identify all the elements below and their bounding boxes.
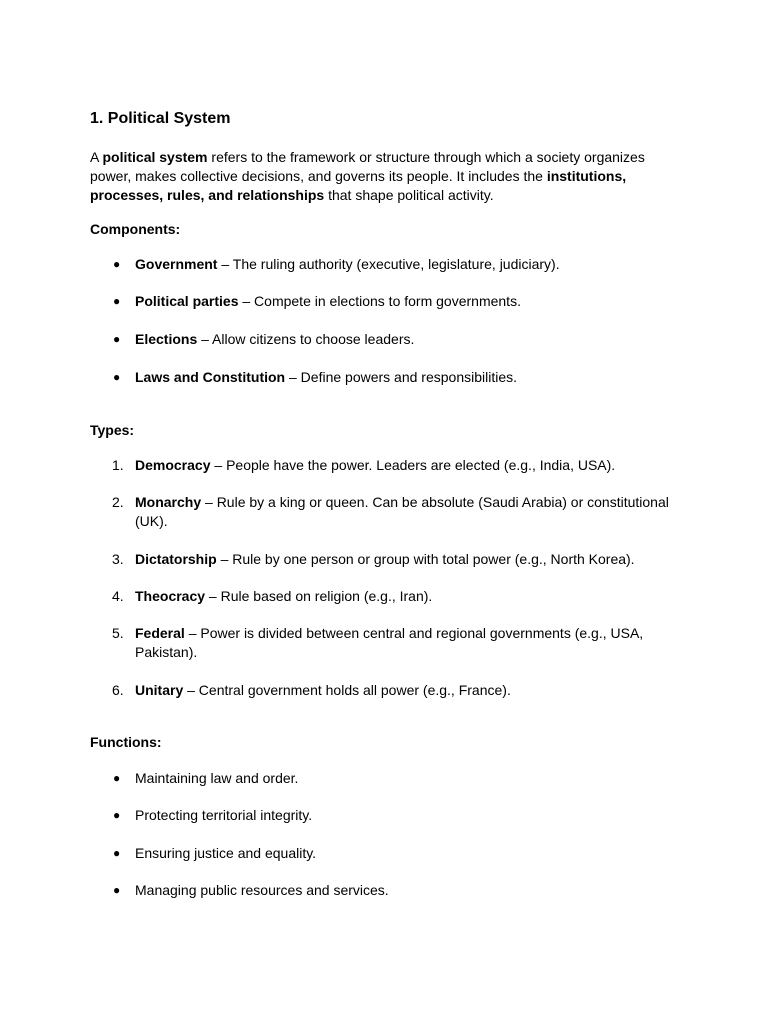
component-term: Elections: [135, 331, 198, 347]
intro-paragraph: [90, 148, 650, 205]
list-number: 1.: [112, 457, 124, 473]
function-text: Ensuring justice and equality.: [135, 845, 317, 861]
function-item: [90, 881, 680, 900]
intro-bold-2: institutions, processes, rules, and relationships: [90, 168, 627, 203]
functions-heading: Functions:: [90, 734, 162, 750]
type-item: [90, 456, 680, 475]
component-item: [90, 292, 680, 311]
type-term: Unitary: [135, 682, 184, 698]
component-item: [90, 368, 680, 387]
intro-bold-1: political system: [102, 149, 208, 165]
function-item: [90, 806, 680, 825]
bullet-icon: ●: [113, 370, 121, 384]
bullet-icon: ●: [113, 332, 121, 346]
component-term: Political parties: [135, 293, 239, 309]
component-item: [90, 255, 680, 274]
bullet-icon: ●: [113, 808, 121, 822]
bullet-icon: ●: [113, 771, 121, 785]
type-desc: – Rule based on religion (e.g., Iran).: [205, 588, 433, 604]
type-term: Theocracy: [135, 588, 206, 604]
type-item: [90, 493, 680, 531]
list-number: 3.: [112, 551, 124, 567]
component-desc: – The ruling authority (executive, legislature, judiciary).: [217, 256, 560, 272]
function-item: [90, 769, 680, 788]
intro-text-1: A: [90, 149, 103, 165]
type-term: Monarchy: [135, 494, 202, 510]
type-term: Democracy: [135, 457, 211, 473]
bullet-icon: ●: [113, 294, 121, 308]
types-heading: Types:: [90, 422, 135, 438]
type-item: [90, 587, 680, 606]
list-number: 6.: [112, 682, 124, 698]
bullet-icon: ●: [113, 257, 121, 271]
page-title: 1. Political System: [90, 110, 231, 127]
intro-text-2: refers to the framework or structure through which a society organizes power, makes collective decisions, and governs its people. It includes the: [90, 149, 645, 184]
type-desc: – Rule by a king or queen. Can be absolute (Saudi Arabia) or constitutional (UK).: [135, 494, 669, 529]
type-item: [90, 550, 680, 569]
type-item: [90, 624, 680, 662]
intro-text-3: that shape political activity.: [324, 187, 494, 203]
component-desc: – Allow citizens to choose leaders.: [197, 331, 415, 347]
components-heading: Components:: [90, 221, 181, 237]
type-desc: – People have the power. Leaders are elected (e.g., India, USA).: [210, 457, 616, 473]
type-item: [90, 681, 680, 700]
type-desc: – Central government holds all power (e.g., France).: [183, 682, 511, 698]
list-number: 2.: [112, 494, 124, 510]
function-text: Managing public resources and services.: [135, 882, 389, 898]
type-term: Federal: [135, 625, 185, 641]
bullet-icon: ●: [113, 883, 121, 897]
component-item: [90, 330, 680, 349]
component-term: Laws and Constitution: [135, 369, 286, 385]
function-item: [90, 844, 680, 863]
component-desc: – Compete in elections to form governments.: [238, 293, 521, 309]
list-number: 5.: [112, 625, 124, 641]
component-desc: – Define powers and responsibilities.: [285, 369, 518, 385]
type-desc: – Power is divided between central and regional governments (e.g., USA, Pakistan).: [135, 625, 644, 660]
type-desc: – Rule by one person or group with total power (e.g., North Korea).: [216, 551, 635, 567]
type-term: Dictatorship: [135, 551, 217, 567]
function-text: Protecting territorial integrity.: [135, 807, 313, 823]
list-number: 4.: [112, 588, 124, 604]
function-text: Maintaining law and order.: [135, 770, 299, 786]
component-term: Government: [135, 256, 218, 272]
bullet-icon: ●: [113, 846, 121, 860]
